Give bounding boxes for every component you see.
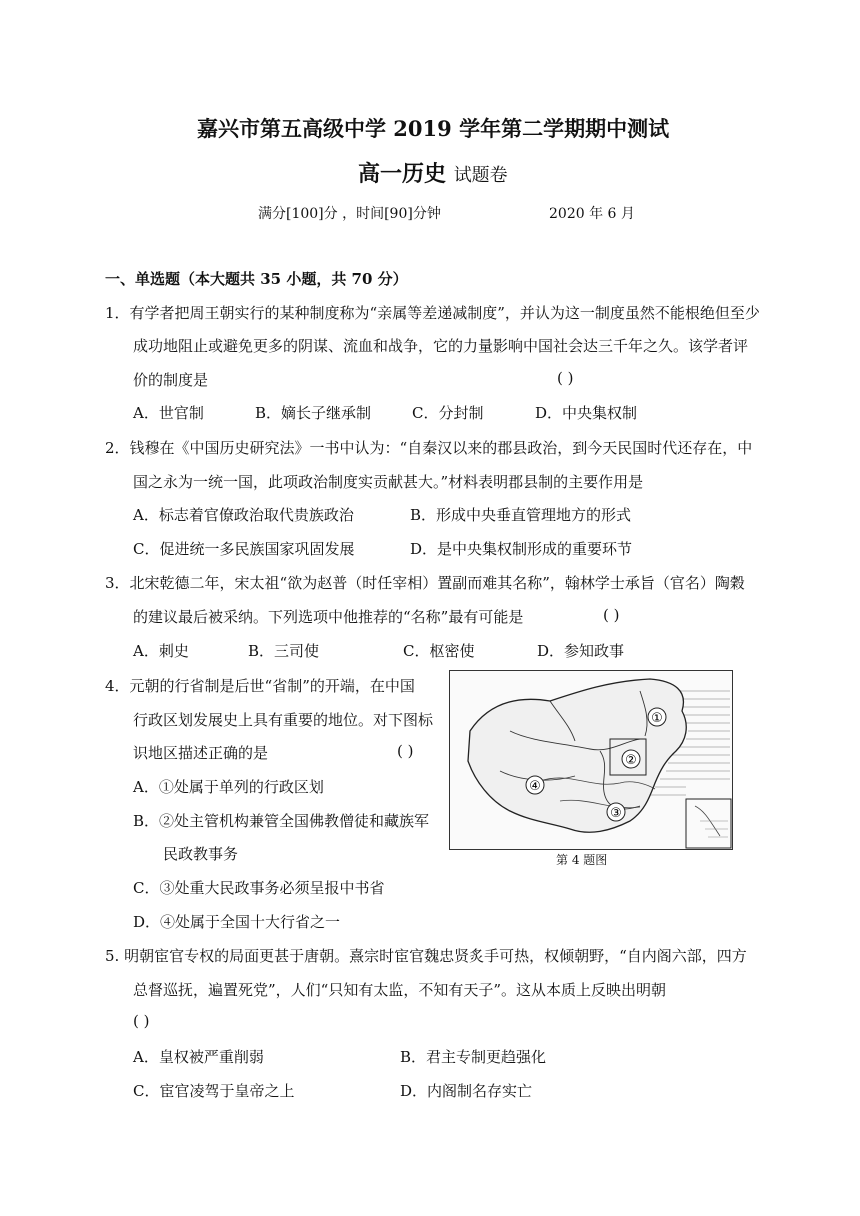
subject-name: 高一历史 [358, 161, 447, 187]
q2-option-b: B．形成中央垂直管理地方的形式 [410, 506, 632, 524]
map-marker-4: ④ [529, 779, 541, 794]
q1-line3: 价的制度是 [133, 371, 209, 389]
map-drawing [450, 671, 732, 849]
q5-option-d: D．内阁制名存实亡 [400, 1082, 533, 1100]
q4-answer-paren: ( ) [397, 742, 414, 760]
map-caption: 第 4 题图 [556, 853, 608, 867]
q1-option-a: A．世官制 [133, 404, 204, 422]
q2-option-a: A．标志着官僚政治取代贵族政治 [133, 506, 354, 524]
score-time: 满分[100]分 ，时间[90]分钟 [258, 206, 441, 222]
q5-answer-paren: ( ) [133, 1012, 150, 1030]
q1-line1: 1．有学者把周王朝实行的某种制度称为“亲属等差递减制度”，并认为这一制度虽然不能根绝但至少 [105, 304, 760, 322]
q1-line2: 成功地阻止或避免更多的阴谋、流血和战争，它的力量影响中国社会达三千年之久。该学者评 [133, 337, 749, 355]
q5-line2: 总督巡抚，遍置死党”，人们“只知有太监，不知有天子”。这从本质上反映出明朝 [133, 981, 667, 999]
subject-title [358, 157, 508, 188]
q3-line1: 3．北宋乾德二年，宋太祖“欲为赵普（时任宰相）置副而难其名称”，翰林学士承旨（官名）陶穀 [105, 574, 745, 592]
q2-line2: 国之永为一统一国，此项政治制度实贡献甚大。”材料表明郡县制的主要作用是 [133, 473, 644, 491]
exam-title: 嘉兴市第五高级中学 2019 学年第二学期期中测试 [197, 116, 670, 141]
q3-option-b: B．三司使 [248, 642, 320, 660]
q4-line2: 行政区划发展史上具有重要的地位。对下图标 [133, 711, 434, 729]
paper-type: 试题卷 [453, 165, 508, 186]
q5-line1: 5. 明朝宦官专权的局面更甚于唐朝。熹宗时宦官魏忠贤炙手可热，权倾朝野，“自内阁六部，四方 [105, 947, 747, 965]
inset-map-frame [686, 799, 731, 848]
map-marker-3: ③ [610, 806, 622, 821]
q5-option-a: A．皇权被严重削弱 [133, 1048, 264, 1066]
q4-line1: 4．元朝的行省制是后世“省制”的开端，在中国 [105, 677, 415, 695]
q3-answer-paren: ( ) [603, 606, 620, 624]
map-marker-1: ① [651, 711, 663, 726]
q3-option-d: D．参知政事 [537, 642, 625, 660]
q3-option-a: A．刺史 [133, 642, 189, 660]
q2-option-c: C．促进统一多民族国家巩固发展 [133, 540, 355, 558]
q4-option-a: A．①处属于单列的行政区划 [133, 778, 324, 796]
q4-option-d: D．④处属于全国十大行省之一 [133, 913, 341, 931]
q1-option-b: B．嫡长子继承制 [255, 404, 372, 422]
q1-option-d: D．中央集权制 [535, 404, 638, 422]
q2-line1: 2．钱穆在《中国历史研究法》一书中认为：“自秦汉以来的郡县政治，到今天民国时代还存在，中 [105, 439, 753, 457]
empire-outline [468, 679, 686, 832]
q5-option-b: B．君主专制更趋强化 [400, 1048, 547, 1066]
q4-option-b-line1: B．②处主管机构兼管全国佛教僧徒和藏族军 [133, 812, 430, 830]
q1-option-c: C．分封制 [412, 404, 484, 422]
q3-line2: 的建议最后被采纳。下列选项中他推荐的“名称”最有可能是 [133, 608, 524, 626]
section-heading: 一、单选题（本大题共 35 小题，共 70 分） [105, 270, 408, 288]
q2-option-d: D．是中央集权制形成的重要环节 [410, 540, 633, 558]
q1-answer-paren: ( ) [557, 369, 574, 387]
q3-option-c: C．枢密使 [403, 642, 475, 660]
map-marker-2: ② [625, 753, 637, 768]
yuan-dynasty-map [449, 670, 733, 850]
exam-date: 2020 年 6 月 [549, 206, 635, 222]
q4-line3: 识地区描述正确的是 [133, 744, 269, 762]
q5-option-c: C．宦官凌驾于皇帝之上 [133, 1082, 295, 1100]
q4-option-c: C．③处重大民政事务必须呈报中书省 [133, 879, 385, 897]
q4-option-b-line2: 民政教事务 [163, 845, 239, 863]
